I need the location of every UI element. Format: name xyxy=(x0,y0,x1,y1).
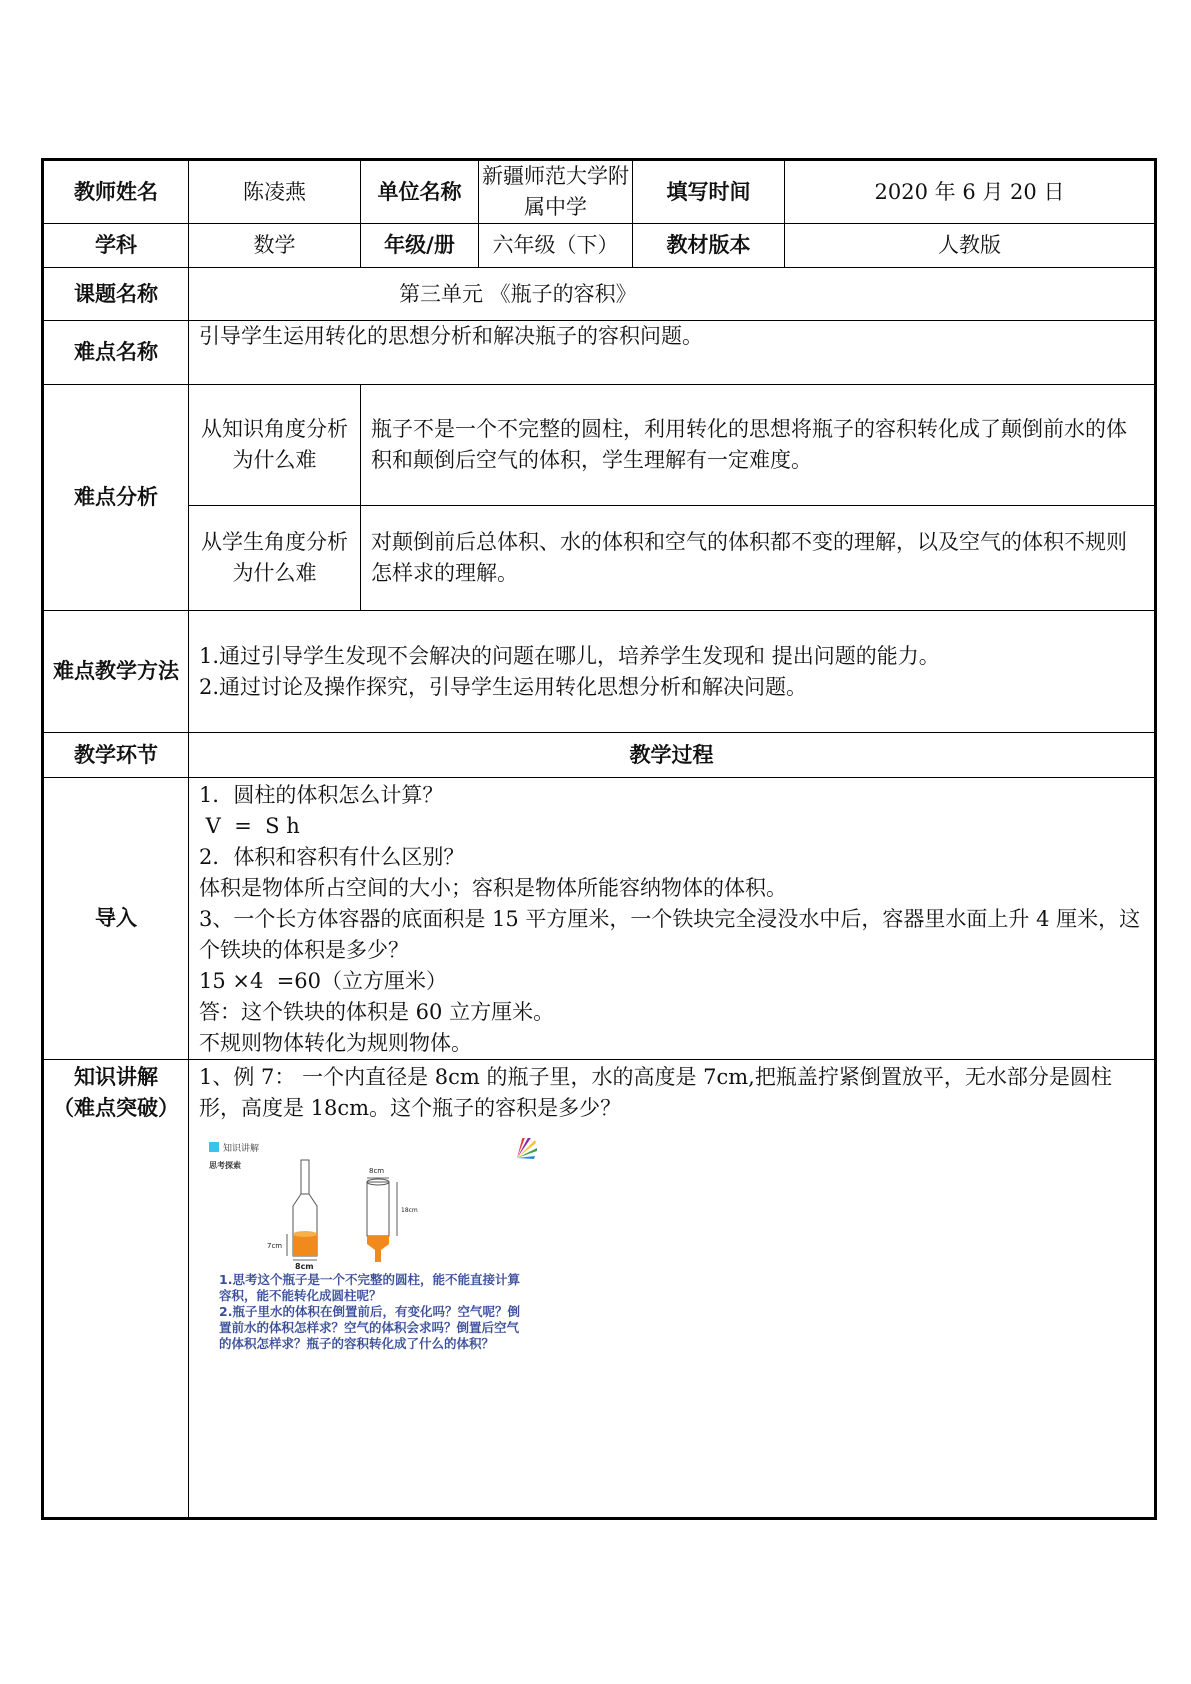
topic-label: 课题名称 xyxy=(43,268,189,321)
topic-row xyxy=(43,268,1156,321)
knowledge-angle-line2: 为什么难 xyxy=(232,448,317,472)
bottle-figure xyxy=(209,1138,549,1363)
inverted-bottle xyxy=(367,1167,418,1262)
edition-value: 人教版 xyxy=(785,224,1156,268)
unit-value-line1: 新疆师范大学附 xyxy=(482,164,629,188)
figure-question-2: 2.瓶子里水的体积在倒置前后，有变化吗？空气呢？倒置前水的体积怎样求？空气的体积会求吗？倒置后空气的体积怎样求？瓶子的容积转化成了什么的体积？ xyxy=(219,1304,520,1351)
difficulty-name-label: 难点名称 xyxy=(43,321,189,385)
intro-line: 2．体积和容积有什么区别？ xyxy=(199,845,465,869)
intro-line: V = S h xyxy=(199,814,300,838)
intro-line: 不规则物体转化为规则物体。 xyxy=(199,1031,472,1055)
topic-text: 第三单元 《瓶子的容积》 xyxy=(399,281,637,306)
knowledge-analysis-row xyxy=(43,385,1156,506)
intro-label: 导入 xyxy=(43,778,189,1060)
figure-tag: 知识讲解 xyxy=(223,1144,260,1154)
lesson-plan-table xyxy=(41,158,1157,1520)
knowledge-angle-label xyxy=(189,385,361,506)
subject-value: 数学 xyxy=(189,224,361,268)
example-text: 1、例 7： 一个内直径是 8cm 的瓶子里，水的高度是 7cm,把瓶盖拧紧倒置放平，无水部分是圆柱形，高度是 18cm。这个瓶子的容积是多少？ xyxy=(199,1065,1112,1120)
difficulty-name-row xyxy=(43,321,1156,385)
header-row-1 xyxy=(43,160,1156,224)
unit-label: 单位名称 xyxy=(361,160,479,224)
intro-content xyxy=(189,778,1156,1060)
difficulty-analysis-label: 难点分析 xyxy=(43,385,189,611)
date-value: 2020 年 6 月 20 日 xyxy=(785,160,1156,224)
method-line-2: 2.通过讨论及操作探究，引导学生运用转化思想分析和解决问题。 xyxy=(199,674,808,699)
knowledge-angle-line1: 从知识角度分析 xyxy=(201,417,348,441)
subject-label: 学科 xyxy=(43,224,189,268)
inverted-water xyxy=(367,1236,389,1244)
knowledge-label-line2: （难点突破） xyxy=(53,1096,179,1120)
process-header-row xyxy=(43,733,1156,778)
process-label: 教学过程 xyxy=(189,733,1156,778)
difficulty-name-value: 引导学生运用转化的思想分析和解决瓶子的容积问题。 xyxy=(189,321,1156,385)
intro-line: 1．圆柱的体积怎么计算？ xyxy=(199,783,444,807)
method-label: 难点教学方法 xyxy=(43,611,189,733)
bottle-neck xyxy=(301,1160,309,1194)
unit-value-line2: 属中学 xyxy=(524,195,587,219)
label-8cm-bottom: 8cm xyxy=(295,1262,314,1271)
method-value xyxy=(189,611,1156,733)
inverted-body xyxy=(367,1182,389,1236)
label-8cm-top: 8cm xyxy=(369,1167,385,1175)
method-line-1: 1.通过引导学生发现不会解决的问题在哪儿，培养学生发现和 提出问题的能力。 xyxy=(199,643,940,668)
student-analysis-row xyxy=(43,506,1156,611)
knowledge-label xyxy=(43,1060,189,1519)
knowledge-label-line1: 知识讲解 xyxy=(74,1065,158,1089)
figure-subtag: 思考探索 xyxy=(209,1161,241,1170)
date-label: 填写时间 xyxy=(633,160,785,224)
label-18cm: 18cm xyxy=(401,1207,418,1214)
intro-line: 体积是物体所占空间的大小；容积是物体所能容纳物体的体积。 xyxy=(199,876,787,900)
figure-question-1: 1.思考这个瓶子是一个不完整的圆柱，能不能直接计算容积，能不能转化成圆柱呢？ xyxy=(219,1272,520,1303)
water-fill xyxy=(293,1234,317,1256)
method-row xyxy=(43,611,1156,733)
knowledge-angle-value: 瓶子不是一个不完整的圆柱，利用转化的思想将瓶子的容积转化成了颠倒前水的体积和颠倒后空气的体积，学生理解有一定难度。 xyxy=(361,385,1156,506)
intro-line: 15 ×4 =60（立方厘米） xyxy=(199,969,448,993)
unit-value xyxy=(479,160,633,224)
topic-value xyxy=(189,268,1156,321)
tag-marker xyxy=(209,1142,219,1152)
student-angle-label xyxy=(189,506,361,611)
header-row-2 xyxy=(43,224,1156,268)
intro-line: 3、一个长方体容器的底面积是 15 平方厘米，一个铁块完全浸没水中后，容器里水面上升 4 厘米，这个铁块的体积是多少？ xyxy=(199,907,1141,962)
student-angle-line1: 从学生角度分析 xyxy=(201,530,348,554)
grade-value: 六年级（下） xyxy=(479,224,633,268)
student-angle-value: 对颠倒前后总体积、水的体积和空气的体积都不变的理解，以及空气的体积不规则怎样求的理解。 xyxy=(361,506,1156,611)
decorative-fan-icon xyxy=(517,1138,537,1159)
edition-label: 教材版本 xyxy=(633,224,785,268)
grade-label: 年级/册 xyxy=(361,224,479,268)
stage-label: 教学环节 xyxy=(43,733,189,778)
knowledge-content xyxy=(189,1060,1156,1519)
intro-row xyxy=(43,778,1156,1060)
water-surface xyxy=(293,1231,317,1237)
label-7cm: 7cm xyxy=(267,1242,283,1250)
knowledge-row xyxy=(43,1060,1156,1519)
student-angle-line2: 为什么难 xyxy=(232,561,317,585)
inverted-neck-water xyxy=(367,1244,389,1262)
teacher-value: 陈凌燕 xyxy=(189,160,361,224)
upright-bottle xyxy=(267,1160,317,1271)
teacher-label: 教师姓名 xyxy=(43,160,189,224)
intro-line: 答：这个铁块的体积是 60 立方厘米。 xyxy=(199,1000,555,1024)
